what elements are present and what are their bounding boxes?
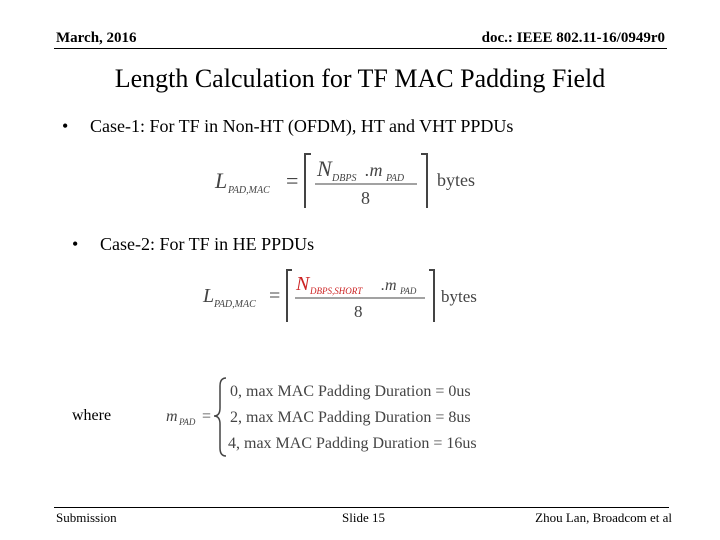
eq3-case-1: 2, max MAC Padding Duration = 8us: [230, 409, 471, 426]
eq1-denominator: 8: [361, 188, 370, 208]
eq1-num-main: N: [317, 156, 332, 181]
footer-slide-number: Slide 15: [342, 510, 385, 525]
where-label: where: [72, 407, 112, 424]
eq2-num-dot: .m: [381, 277, 397, 294]
header-date: March, 2016: [56, 30, 137, 46]
eq2-num-main: N: [296, 273, 310, 295]
slide-title: Length Calculation for TF MAC Padding Field: [114, 64, 606, 93]
eq2-unit: bytes: [441, 287, 477, 306]
bullet-text: Case-1: For TF in Non-HT (OFDM), HT and VHT PPDUs: [90, 116, 514, 136]
eq1-equals: =: [286, 168, 299, 193]
eq2-left-bracket: [287, 270, 292, 322]
bullet-case-2: [72, 234, 314, 255]
eq3-case-2: 4, max MAC Padding Duration = 16us: [228, 435, 477, 452]
eq1-left-bracket: [305, 154, 311, 208]
eq1-right-bracket: [421, 154, 427, 208]
bullet-symbol: •: [62, 116, 69, 136]
eq2-num-sub2: PAD: [400, 286, 417, 296]
eq3-lhs-sub: PAD: [179, 417, 196, 427]
equation-case-1: [205, 150, 505, 212]
footer-rule: [54, 507, 669, 508]
eq1-num-dot: .m: [365, 160, 383, 180]
eq1-lhs-sub: PAD,MAC: [228, 185, 270, 196]
eq2-right-bracket: [429, 270, 434, 322]
footer-author: Zhou Lan, Broadcom et al: [535, 510, 672, 525]
header-doc-id: doc.: IEEE 802.11-16/0949r0: [481, 30, 665, 46]
equation-case-2: [195, 266, 495, 326]
eq2-equals: =: [269, 285, 281, 307]
eq3-case-0: 0, max MAC Padding Duration = 0us: [230, 383, 471, 400]
eq3-brace: [214, 378, 226, 456]
eq2-denominator: 8: [354, 302, 363, 321]
eq1-num-sub: DBPS: [332, 173, 357, 184]
bullet-text: Case-2: For TF in HE PPDUs: [100, 234, 315, 254]
footer-submission: Submission: [56, 510, 117, 525]
eq1-num-sub2: PAD: [386, 173, 405, 184]
eq1-lhs: L: [215, 168, 228, 193]
bullet-case-1: [62, 116, 513, 137]
eq2-lhs-sub: PAD,MAC: [214, 299, 256, 310]
eq2-lhs: L: [203, 285, 215, 307]
eq2-num-sub: DBPS,SHORT: [310, 286, 363, 296]
bullet-symbol: •: [72, 234, 79, 254]
header-rule: [54, 48, 667, 49]
eq3-lhs: m: [166, 408, 178, 425]
eq1-unit: bytes: [437, 170, 475, 190]
equation-m-pad: [160, 374, 520, 460]
eq3-equals: =: [202, 408, 212, 425]
